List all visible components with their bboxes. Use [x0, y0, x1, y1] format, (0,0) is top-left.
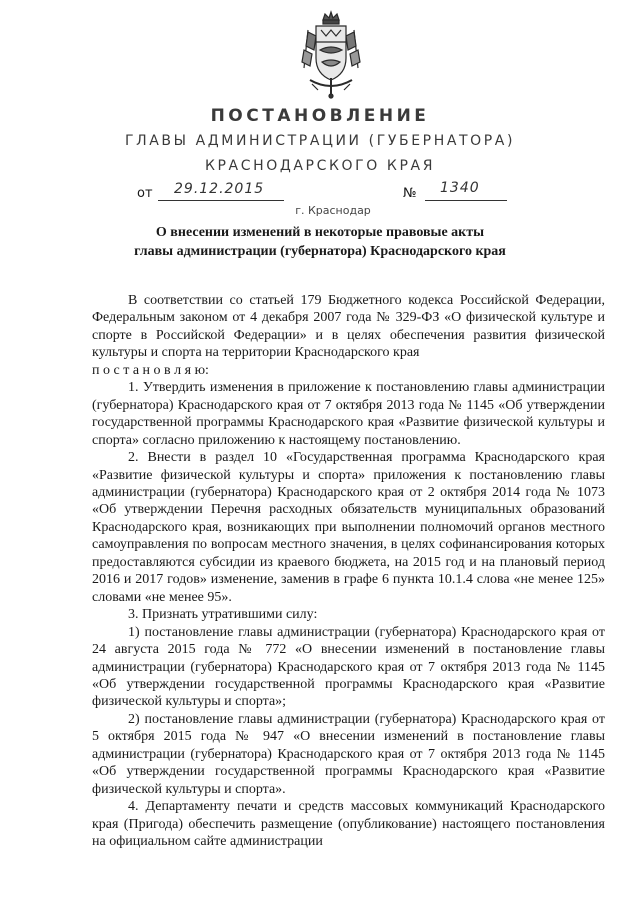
number-prefix: № [403, 186, 417, 201]
paragraph-1: 1. Утвердить изменения в приложение к постановлению главы администрации (губернатора) Краснодарского края от 7 октября 2013 года № 1145 «Об утверждении государственной программы Краснодарского края «Развитие физической культуры и спорта» согласно приложению к настоящему постановлению. [92, 380, 605, 448]
date-underline [158, 200, 284, 201]
paragraph-3: 3. Признать утратившими силу: [128, 607, 318, 623]
issuer-line: ГЛАВЫ АДМИНИСТРАЦИИ (ГУБЕРНАТОРА) [124, 133, 516, 149]
coat-of-arms-emblem [296, 10, 366, 100]
paragraph-3-item-1: 1) постановление главы администрации (губернатора) Краснодарского края от 24 августа 2015 года № 772 «О внесении изменений в постановление главы администрации (губернатора) Краснодарского края от 7 октября 2013 года № 1145 «Об утверждении государственной программы Краснодарского края «Развитие физической культуры и спорта»; [92, 624, 605, 710]
paragraph-4: 4. Департаменту печати и средств массовых коммуникаций Краснодарского края (Пригода) обеспечить размещение (опубликование) настоящего постановления на официальном сайте администрации [92, 799, 605, 850]
date-prefix: от [137, 186, 153, 201]
intro-paragraph: В соответствии со статьей 179 Бюджетного кодекса Российской Федерации, Федеральным законом от 4 декабря 2007 года № 329-ФЗ «О физической культуре и спорте в Российской Федерации» и в целях обеспечения развития физической культуры и спорта на территории Краснодарского края [92, 293, 605, 361]
region-line: КРАСНОДАРСКОГО КРАЯ [204, 158, 436, 174]
number-handwritten: 1340 [440, 180, 480, 196]
document-type-title: ПОСТАНОВЛЕНИЕ [210, 106, 430, 126]
number-underline [425, 200, 507, 201]
subject-line-1: О внесении изменений в некоторые правовые акты [155, 225, 485, 240]
city-label: г. Краснодар [295, 204, 371, 217]
paragraph-2: 2. Внести в раздел 10 «Государственная программа Краснодарского края «Развитие физической культуры и спорта» приложения к постановлению главы администрации (губернатора) Краснодарского края от 2 октября 2014 года № 1073 «Об утверждении Перечня расходных обязательств муниципальных образований Краснодарского края, возникающих при выполнении полномочий органов местного самоуправления по вопросам местного значения, в целях софинансирования которых предоставляются субсидии из краевого бюджета, на 2015 год и на плановый период 2016 и 2017 годов» изменение, заменив в графе 6 пункта 10.1.4 слова «не менее 125» словами «не менее 95». [92, 450, 605, 605]
subject-line-2: главы администрации (губернатора) Краснодарского края [134, 244, 506, 259]
document-body [92, 292, 605, 851]
paragraph-3-item-2: 2) постановление главы администрации (губернатора) Краснодарского края от 5 октября 2015 года № 947 «О внесении изменений в постановление главы администрации (губернатора) Краснодарского края от 7 октября 2013 года № 1145 «Об утверждении государственной программы Краснодарского края «Развитие физической культуры и спорта». [92, 711, 605, 797]
resolve-word: п о с т а н о в л я ю: [92, 362, 209, 378]
date-handwritten: 29.12.2015 [174, 181, 265, 197]
